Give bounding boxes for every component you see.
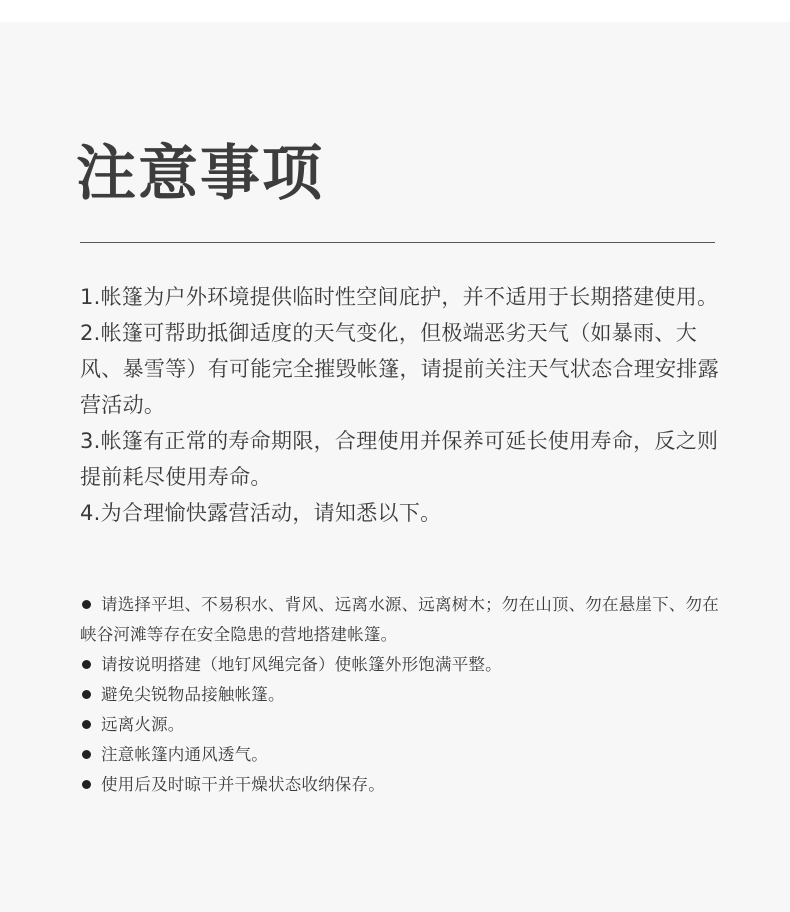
- list-item: 2.帐篷可帮助抵御适度的天气变化，但极端恶劣天气（如暴雨、大风、暴雪等）有可能完全摧毁帐篷，请提前关注天气状态合理安排露营活动。: [80, 321, 719, 417]
- bullet-text: 请选择平坦、不易积水、背风、远离水源、远离树木；勿在山顶、勿在悬崖下、勿在峡谷河滩等存在安全隐患的营地搭建帐篷。: [80, 595, 719, 644]
- page-title: 注意事项: [76, 139, 324, 209]
- bullet-dot-icon: [82, 690, 91, 699]
- bullet-item: [80, 770, 720, 800]
- bullet-list: [80, 590, 720, 800]
- bullet-dot-icon: [82, 780, 91, 789]
- notice-page: [0, 22, 790, 912]
- bullet-item: [80, 590, 720, 650]
- bullet-item: [80, 740, 720, 770]
- list-item: 4.为合理愉快露营活动，请知悉以下。: [80, 501, 442, 525]
- numbered-list: [80, 279, 720, 531]
- list-item: 3.帐篷有正常的寿命期限，合理使用并保养可延长使用寿命，反之则提前耗尽使用寿命。: [80, 429, 719, 489]
- title-divider: [80, 242, 715, 243]
- bullet-dot-icon: [82, 660, 91, 669]
- bullet-text: 使用后及时晾干并干燥状态收纳保存。: [101, 775, 385, 794]
- bullet-text: 注意帐篷内通风透气。: [101, 745, 268, 764]
- bullet-dot-icon: [82, 750, 91, 759]
- bullet-dot-icon: [82, 720, 91, 729]
- bullet-item: [80, 710, 720, 740]
- bullet-item: [80, 650, 720, 680]
- bullet-text: 远离火源。: [101, 715, 185, 734]
- bullet-text: 请按说明搭建（地钉风绳完备）使帐篷外形饱满平整。: [101, 655, 502, 674]
- bullet-item: [80, 680, 720, 710]
- bullet-text: 避免尖锐物品接触帐篷。: [101, 685, 285, 704]
- bullet-dot-icon: [82, 600, 91, 609]
- list-item: 1.帐篷为户外环境提供临时性空间庇护，并不适用于长期搭建使用。: [80, 285, 719, 309]
